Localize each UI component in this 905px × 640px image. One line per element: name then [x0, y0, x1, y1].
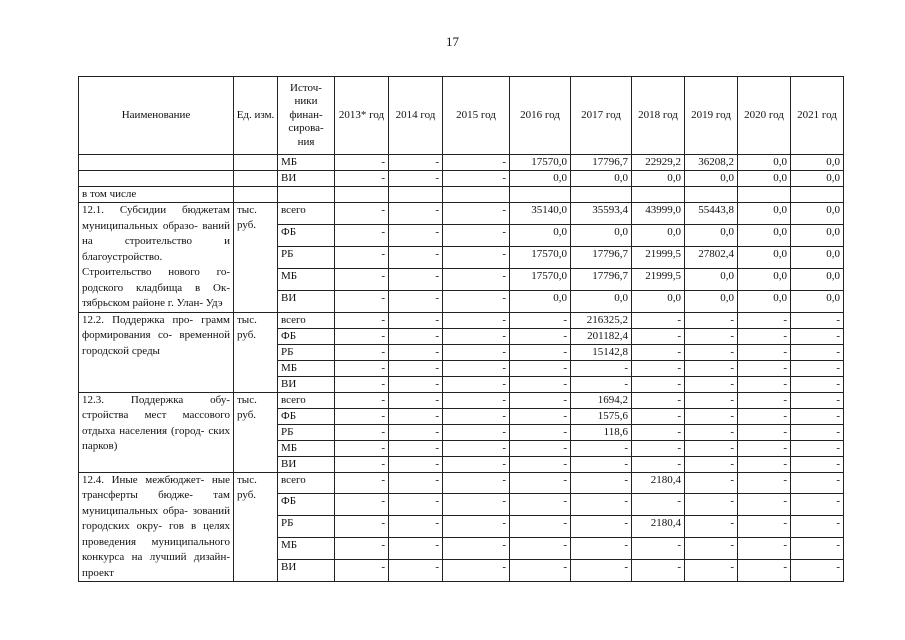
value-cell: - — [632, 344, 685, 360]
source-cell: ФБ — [278, 328, 335, 344]
value-cell: - — [389, 494, 443, 516]
value-cell: - — [389, 224, 443, 246]
source-cell: ВИ — [278, 560, 335, 582]
value-cell: - — [791, 472, 844, 494]
value-cell: 0,0 — [632, 290, 685, 312]
table-row — [79, 312, 844, 328]
value-cell: 55443,8 — [685, 203, 738, 225]
header-cell: Наименование — [79, 77, 234, 155]
empty-cell — [79, 155, 234, 171]
table-row — [79, 203, 844, 225]
empty-cell — [389, 187, 443, 203]
value-cell: - — [335, 171, 389, 187]
source-cell: МБ — [278, 268, 335, 290]
item-name: 12.2. Поддержка про- грамм формирования со- временной городской среды — [79, 312, 234, 392]
value-cell: - — [510, 456, 571, 472]
source-cell: ВИ — [278, 376, 335, 392]
value-cell: - — [335, 203, 389, 225]
empty-cell — [443, 187, 510, 203]
value-cell: - — [443, 392, 510, 408]
table-row — [79, 155, 844, 171]
value-cell: - — [738, 456, 791, 472]
value-cell: 17796,7 — [571, 155, 632, 171]
unit-cell: тыс. руб. — [234, 203, 278, 313]
value-cell: - — [335, 328, 389, 344]
value-cell: - — [443, 246, 510, 268]
table-row — [79, 171, 844, 187]
source-cell: РБ — [278, 516, 335, 538]
value-cell: 1575,6 — [571, 408, 632, 424]
value-cell: - — [571, 538, 632, 560]
value-cell: 43999,0 — [632, 203, 685, 225]
value-cell: - — [335, 268, 389, 290]
value-cell: 17570,0 — [510, 155, 571, 171]
value-cell: - — [685, 344, 738, 360]
value-cell: - — [738, 312, 791, 328]
value-cell: 0,0 — [738, 224, 791, 246]
value-cell: - — [389, 538, 443, 560]
value-cell: - — [571, 560, 632, 582]
value-cell: - — [389, 360, 443, 376]
value-cell: - — [571, 456, 632, 472]
value-cell: - — [443, 203, 510, 225]
value-cell: 201182,4 — [571, 328, 632, 344]
value-cell: - — [510, 376, 571, 392]
source-cell: всего — [278, 392, 335, 408]
value-cell: - — [632, 440, 685, 456]
table-row — [79, 472, 844, 494]
value-cell: 35593,4 — [571, 203, 632, 225]
empty-cell — [571, 187, 632, 203]
source-cell: всего — [278, 312, 335, 328]
value-cell: - — [738, 538, 791, 560]
value-cell: 15142,8 — [571, 344, 632, 360]
value-cell: - — [443, 155, 510, 171]
header-cell: Источ- ники финан- сирова- ния — [278, 77, 335, 155]
source-cell: ФБ — [278, 494, 335, 516]
value-cell: 216325,2 — [571, 312, 632, 328]
value-cell: 0,0 — [510, 224, 571, 246]
value-cell: - — [791, 360, 844, 376]
value-cell: - — [738, 516, 791, 538]
value-cell: - — [632, 376, 685, 392]
value-cell: - — [443, 456, 510, 472]
value-cell: - — [632, 560, 685, 582]
value-cell: - — [738, 440, 791, 456]
value-cell: - — [791, 408, 844, 424]
value-cell: - — [335, 246, 389, 268]
value-cell: - — [389, 392, 443, 408]
value-cell: - — [443, 408, 510, 424]
value-cell: - — [510, 494, 571, 516]
value-cell: - — [791, 392, 844, 408]
value-cell: 0,0 — [632, 171, 685, 187]
value-cell: - — [389, 328, 443, 344]
value-cell: - — [443, 224, 510, 246]
value-cell: 0,0 — [791, 155, 844, 171]
unit-cell: тыс. руб. — [234, 472, 278, 582]
value-cell: - — [389, 472, 443, 494]
value-cell: - — [791, 560, 844, 582]
value-cell: 0,0 — [685, 171, 738, 187]
value-cell: - — [685, 392, 738, 408]
source-cell: ВИ — [278, 456, 335, 472]
value-cell: - — [389, 516, 443, 538]
financing-table — [78, 76, 844, 582]
value-cell: - — [335, 494, 389, 516]
value-cell: - — [510, 424, 571, 440]
value-cell: - — [443, 538, 510, 560]
value-cell: 1694,2 — [571, 392, 632, 408]
empty-cell — [685, 187, 738, 203]
value-cell: 0,0 — [738, 246, 791, 268]
value-cell: 2180,4 — [632, 472, 685, 494]
value-cell: 0,0 — [738, 203, 791, 225]
value-cell: - — [685, 360, 738, 376]
value-cell: 36208,2 — [685, 155, 738, 171]
source-cell: ВИ — [278, 171, 335, 187]
value-cell: - — [443, 328, 510, 344]
value-cell: - — [791, 538, 844, 560]
value-cell: - — [791, 516, 844, 538]
page-number: 17 — [446, 34, 459, 49]
value-cell: - — [335, 360, 389, 376]
header-cell: 2016 год — [510, 77, 571, 155]
value-cell: - — [389, 290, 443, 312]
value-cell: - — [571, 516, 632, 538]
empty-cell — [234, 171, 278, 187]
empty-cell — [738, 187, 791, 203]
value-cell: - — [510, 344, 571, 360]
value-cell: - — [738, 344, 791, 360]
value-cell: 0,0 — [685, 224, 738, 246]
value-cell: - — [335, 344, 389, 360]
value-cell: - — [685, 560, 738, 582]
value-cell: 0,0 — [571, 290, 632, 312]
header-cell: 2014 год — [389, 77, 443, 155]
table-header — [79, 77, 844, 155]
value-cell: - — [335, 312, 389, 328]
source-cell: РБ — [278, 424, 335, 440]
value-cell: - — [443, 440, 510, 456]
value-cell: 0,0 — [571, 224, 632, 246]
value-cell: 0,0 — [738, 268, 791, 290]
value-cell: - — [510, 360, 571, 376]
value-cell: - — [685, 424, 738, 440]
table-row — [79, 392, 844, 408]
value-cell: - — [510, 312, 571, 328]
value-cell: 0,0 — [510, 290, 571, 312]
header-cell: 2019 год — [685, 77, 738, 155]
value-cell: 0,0 — [791, 246, 844, 268]
value-cell: - — [685, 328, 738, 344]
source-cell: всего — [278, 203, 335, 225]
source-cell: МБ — [278, 538, 335, 560]
source-cell: ФБ — [278, 224, 335, 246]
value-cell: - — [685, 312, 738, 328]
value-cell: - — [510, 560, 571, 582]
value-cell: - — [738, 392, 791, 408]
value-cell: - — [685, 472, 738, 494]
empty-cell — [234, 187, 278, 203]
value-cell: 0,0 — [738, 171, 791, 187]
value-cell: - — [443, 516, 510, 538]
value-cell: - — [389, 440, 443, 456]
value-cell: - — [389, 408, 443, 424]
value-cell: - — [791, 424, 844, 440]
value-cell: - — [335, 224, 389, 246]
value-cell: 17796,7 — [571, 246, 632, 268]
value-cell: 21999,5 — [632, 268, 685, 290]
value-cell: 0,0 — [510, 171, 571, 187]
value-cell: 0,0 — [632, 224, 685, 246]
value-cell: - — [510, 440, 571, 456]
value-cell: - — [632, 538, 685, 560]
value-cell: - — [443, 472, 510, 494]
value-cell: - — [632, 494, 685, 516]
value-cell: - — [443, 290, 510, 312]
value-cell: - — [685, 538, 738, 560]
value-cell: - — [738, 560, 791, 582]
value-cell: - — [791, 494, 844, 516]
value-cell: - — [510, 472, 571, 494]
value-cell: - — [443, 424, 510, 440]
value-cell: - — [791, 312, 844, 328]
value-cell: - — [389, 246, 443, 268]
value-cell: - — [389, 424, 443, 440]
value-cell: - — [443, 494, 510, 516]
value-cell: - — [738, 360, 791, 376]
value-cell: - — [389, 268, 443, 290]
header-cell: 2017 год — [571, 77, 632, 155]
header-cell: 2020 год — [738, 77, 791, 155]
empty-cell — [335, 187, 389, 203]
source-cell: РБ — [278, 344, 335, 360]
value-cell: - — [443, 312, 510, 328]
value-cell: 0,0 — [738, 290, 791, 312]
header-cell: 2018 год — [632, 77, 685, 155]
value-cell: - — [510, 328, 571, 344]
unit-cell: тыс. руб. — [234, 392, 278, 472]
value-cell: - — [510, 408, 571, 424]
value-cell: - — [791, 376, 844, 392]
source-cell: всего — [278, 472, 335, 494]
header-cell: 2015 год — [443, 77, 510, 155]
value-cell: - — [510, 538, 571, 560]
value-cell: - — [335, 376, 389, 392]
value-cell: 17570,0 — [510, 246, 571, 268]
value-cell: - — [738, 424, 791, 440]
table-body — [79, 155, 844, 582]
value-cell: - — [389, 155, 443, 171]
empty-cell — [79, 171, 234, 187]
unit-cell: тыс. руб. — [234, 312, 278, 392]
value-cell: 0,0 — [791, 290, 844, 312]
value-cell: - — [738, 494, 791, 516]
value-cell: 21999,5 — [632, 246, 685, 268]
source-cell: ФБ — [278, 408, 335, 424]
empty-cell — [234, 155, 278, 171]
value-cell: - — [685, 456, 738, 472]
item-name: 12.3. Поддержка обу- стройства мест массового отдыха населения (город- ских парков) — [79, 392, 234, 472]
value-cell: - — [443, 360, 510, 376]
value-cell: - — [335, 516, 389, 538]
value-cell: 0,0 — [791, 203, 844, 225]
empty-cell — [510, 187, 571, 203]
value-cell: 2180,4 — [632, 516, 685, 538]
header-cell: 2021 год — [791, 77, 844, 155]
value-cell: - — [510, 516, 571, 538]
value-cell: - — [685, 516, 738, 538]
value-cell: - — [389, 171, 443, 187]
value-cell: 0,0 — [791, 224, 844, 246]
value-cell: - — [632, 312, 685, 328]
value-cell: - — [632, 360, 685, 376]
source-cell: МБ — [278, 360, 335, 376]
empty-cell — [278, 187, 335, 203]
value-cell: - — [335, 424, 389, 440]
value-cell: 0,0 — [685, 268, 738, 290]
value-cell: - — [389, 376, 443, 392]
header-cell: Ед. изм. — [234, 77, 278, 155]
value-cell: - — [791, 456, 844, 472]
item-name: 12.1. Субсидии бюджетам муниципальных образо- ваний на строительство и благоустройство. Строительство нового го- родского кладбища в Ок- тябрьском районе г. Улан- Удэ — [79, 203, 234, 313]
value-cell: 0,0 — [791, 268, 844, 290]
value-cell: - — [791, 328, 844, 344]
value-cell: - — [389, 312, 443, 328]
source-cell: МБ — [278, 155, 335, 171]
value-cell: - — [738, 408, 791, 424]
value-cell: - — [335, 472, 389, 494]
value-cell: - — [632, 424, 685, 440]
source-cell: РБ — [278, 246, 335, 268]
value-cell: - — [335, 440, 389, 456]
value-cell: - — [335, 538, 389, 560]
value-cell: 118,6 — [571, 424, 632, 440]
value-cell: - — [389, 560, 443, 582]
value-cell: - — [389, 344, 443, 360]
subtitle-cell: в том числе — [79, 187, 234, 203]
value-cell: - — [791, 440, 844, 456]
subtitle-row — [79, 187, 844, 203]
value-cell: - — [443, 376, 510, 392]
value-cell: - — [571, 376, 632, 392]
value-cell: - — [335, 392, 389, 408]
value-cell: - — [335, 290, 389, 312]
value-cell: 22929,2 — [632, 155, 685, 171]
value-cell: - — [443, 344, 510, 360]
value-cell: - — [571, 440, 632, 456]
item-name: 12.4. Иные межбюджет- ные трансферты бюдже- там муниципальных обра- зований городских окру- гов в целях проведения муниципального конкурса на лучший дизайн-проект — [79, 472, 234, 582]
header-cell: 2013* год — [335, 77, 389, 155]
value-cell: - — [685, 376, 738, 392]
value-cell: - — [685, 494, 738, 516]
value-cell: - — [335, 456, 389, 472]
value-cell: - — [685, 440, 738, 456]
value-cell: - — [443, 171, 510, 187]
value-cell: - — [738, 376, 791, 392]
value-cell: - — [632, 456, 685, 472]
source-cell: ВИ — [278, 290, 335, 312]
value-cell: - — [571, 494, 632, 516]
value-cell: 17796,7 — [571, 268, 632, 290]
value-cell: - — [335, 560, 389, 582]
value-cell: 0,0 — [738, 155, 791, 171]
value-cell: 0,0 — [685, 290, 738, 312]
value-cell: - — [389, 203, 443, 225]
value-cell: - — [738, 472, 791, 494]
value-cell: - — [632, 392, 685, 408]
value-cell: - — [443, 268, 510, 290]
value-cell: - — [685, 408, 738, 424]
value-cell: - — [443, 560, 510, 582]
value-cell: 0,0 — [791, 171, 844, 187]
value-cell: - — [510, 392, 571, 408]
value-cell: 27802,4 — [685, 246, 738, 268]
value-cell: - — [571, 360, 632, 376]
value-cell: 17570,0 — [510, 268, 571, 290]
value-cell: - — [632, 408, 685, 424]
empty-cell — [632, 187, 685, 203]
empty-cell — [791, 187, 844, 203]
value-cell: - — [571, 472, 632, 494]
value-cell: - — [791, 344, 844, 360]
value-cell: - — [738, 328, 791, 344]
value-cell: 0,0 — [571, 171, 632, 187]
value-cell: - — [389, 456, 443, 472]
value-cell: 35140,0 — [510, 203, 571, 225]
value-cell: - — [335, 155, 389, 171]
source-cell: МБ — [278, 440, 335, 456]
value-cell: - — [632, 328, 685, 344]
value-cell: - — [335, 408, 389, 424]
